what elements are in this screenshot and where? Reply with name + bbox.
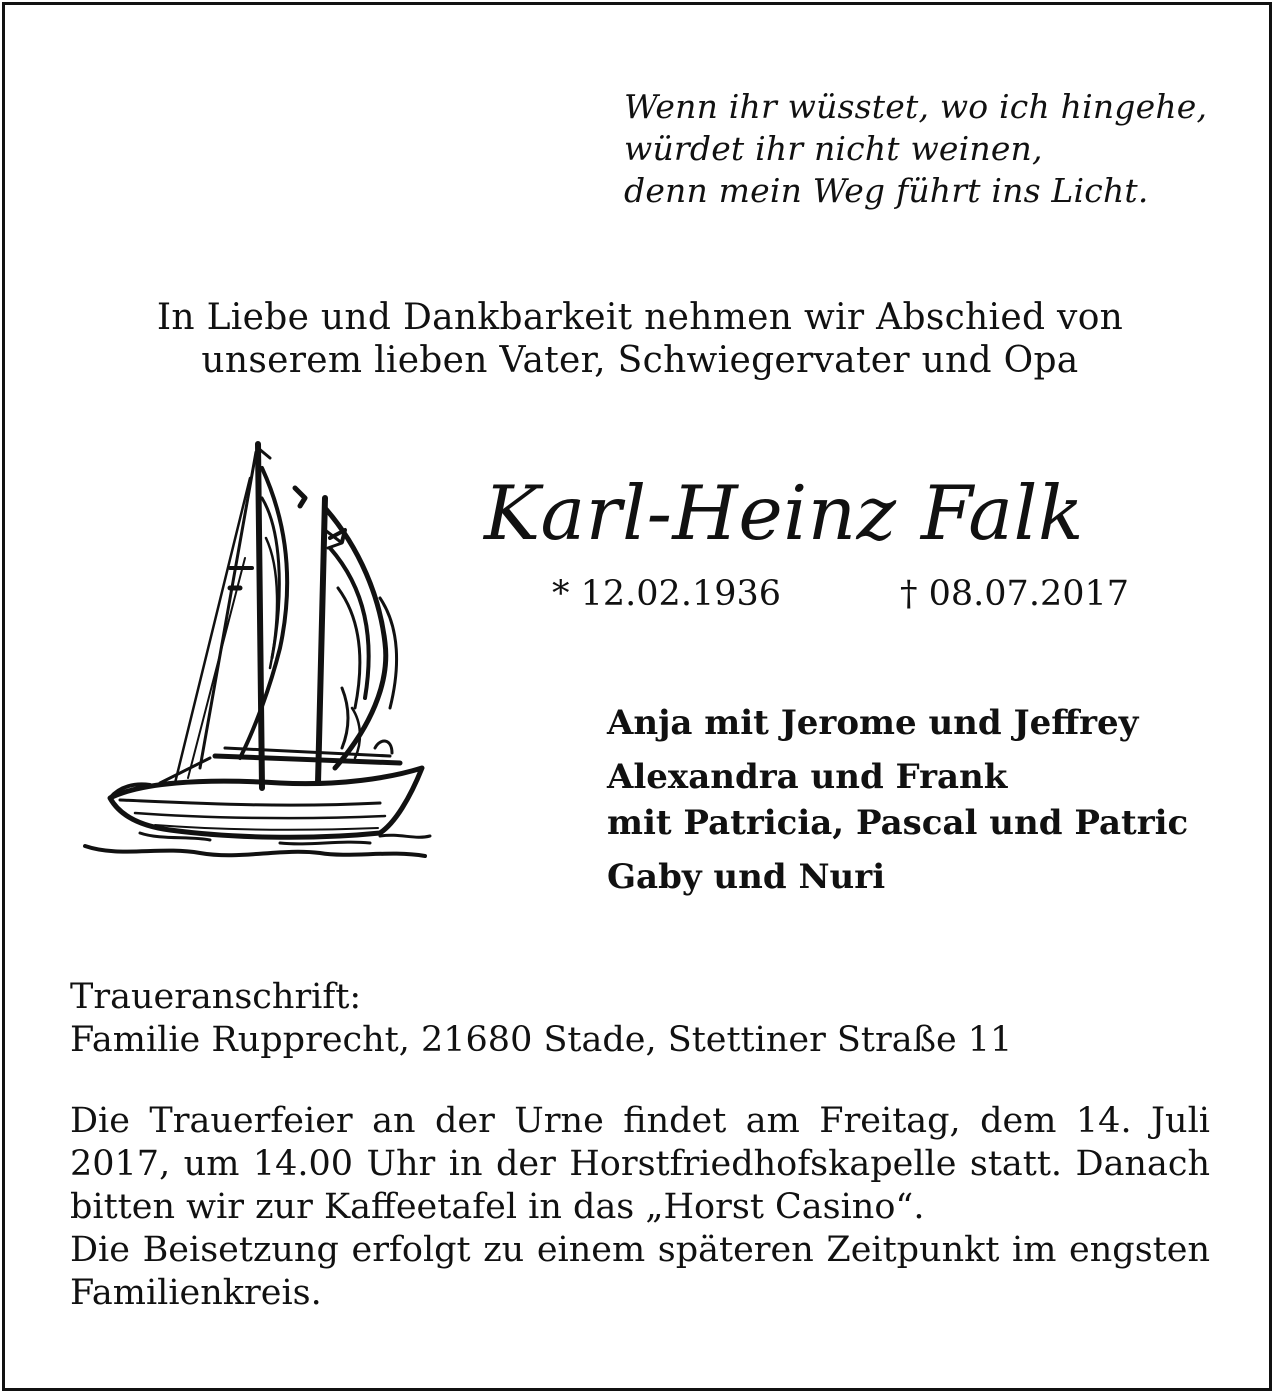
deceased-name: Karl-Heinz Falk bbox=[484, 469, 1084, 557]
birth-date: * 12.02.1936 bbox=[552, 574, 782, 614]
mourner-line: Gaby und Nuri bbox=[607, 857, 886, 897]
mourning-address bbox=[70, 976, 1012, 1062]
mourner-line: Anja mit Jerome und Jeffrey bbox=[607, 703, 1139, 743]
ceremony-paragraph: Die Trauerfeier an der Urne findet am Freitag, dem 14. Juli 2017, um 14.00 Uhr in der Horstfriedhofskapelle statt. Danach bitten wir zur Kaffeetafel in das „Horst Casino“. bbox=[70, 1101, 1210, 1227]
burial-paragraph: Die Beisetzung erfolgt zu einem späteren Zeitpunkt im engsten Familienkreis. bbox=[70, 1230, 1210, 1313]
address-value: Familie Rupprecht, 21680 Stade, Stettiner Straße 11 bbox=[70, 1020, 1013, 1060]
mourner-line: mit Patricia, Pascal und Patric bbox=[607, 803, 1189, 843]
intro-line-2: unserem lieben Vater, Schwiegervater und Opa bbox=[201, 340, 1079, 381]
mourner-line: Alexandra und Frank bbox=[607, 757, 1008, 797]
mourners-list bbox=[607, 700, 1188, 900]
sailing-ship-icon bbox=[80, 438, 440, 868]
quote-line-2: würdet ihr nicht weinen, bbox=[624, 129, 1043, 168]
farewell-intro bbox=[0, 296, 1280, 382]
memorial-quote bbox=[624, 86, 1207, 212]
death-date: † 08.07.2017 bbox=[900, 574, 1130, 614]
address-label: Traueranschrift: bbox=[70, 977, 362, 1017]
ceremony-details bbox=[70, 1100, 1210, 1315]
quote-line-3: denn mein Weg führt ins Licht. bbox=[624, 171, 1149, 210]
intro-line-1: In Liebe und Dankbarkeit nehmen wir Abschied von bbox=[156, 297, 1124, 338]
quote-line-1: Wenn ihr wüsstet, wo ich hingehe, bbox=[624, 87, 1208, 126]
